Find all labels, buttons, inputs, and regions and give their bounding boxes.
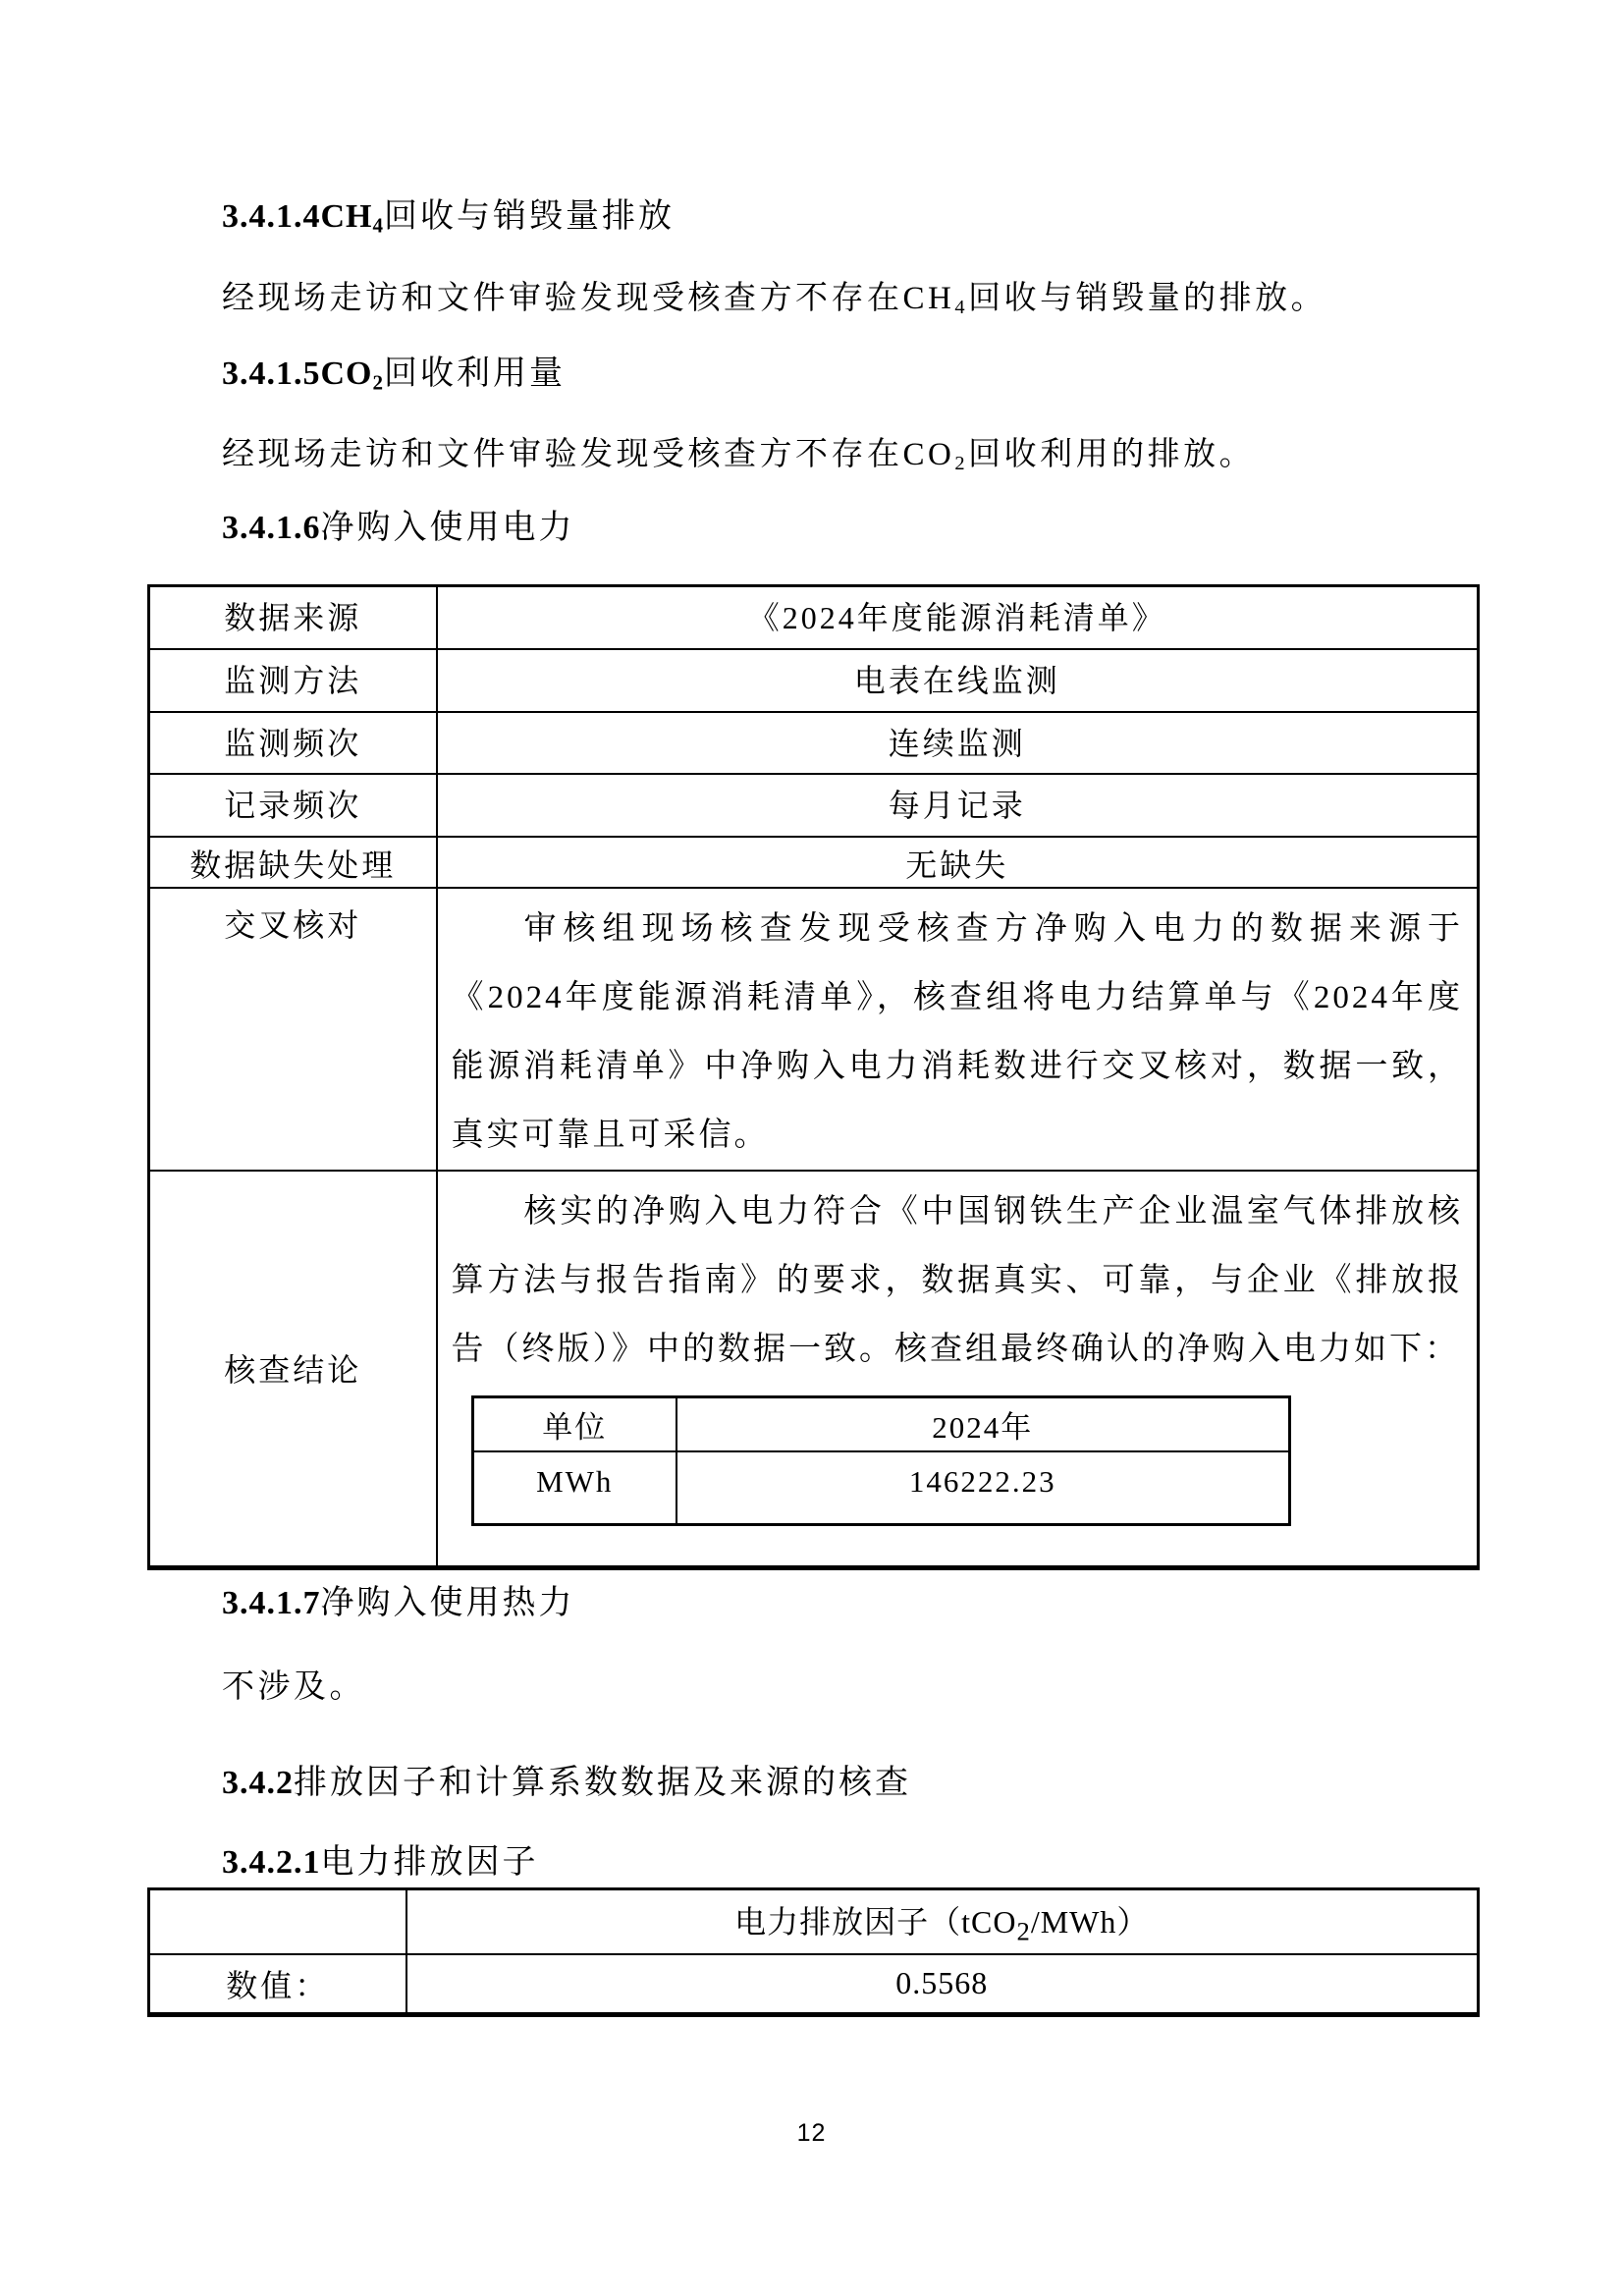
heading-text: 回收利用量 [384, 355, 567, 392]
page-number: 12 [796, 2119, 827, 2147]
confirmed-electricity-table [471, 1395, 1291, 1526]
heading-number: 3.4.1.6 [222, 510, 321, 546]
header-text: /MWh） [1030, 1903, 1150, 1940]
heading-number: 3.4.1.4CH [222, 198, 373, 235]
unit-cell: MWh [472, 1451, 676, 1524]
table-header-row [149, 1889, 1479, 1954]
heading-text: 净购入使用电力 [320, 510, 575, 546]
row-label: 数值： [149, 1954, 406, 2015]
paragraph-co2 [222, 434, 1255, 476]
heading-text: 回收与销毁量排放 [384, 198, 676, 235]
heading-3-4-1-5 [222, 354, 566, 396]
conclusion-row [149, 1171, 1479, 1568]
table-row [149, 649, 1479, 712]
row-value: 电表在线监测 [437, 649, 1479, 712]
row-label: 数据缺失处理 [149, 837, 437, 888]
cross-check-text: 审核组现场核查发现受核查方净购入电力的数据来源于《2024年度能源消耗清单》，核查组将电力结算单与《2024年度能源消耗清单》中净购入电力消耗数进行交叉核对，数据一致，真实可靠且可采信。 [451, 910, 1463, 1153]
row-label: 监测频次 [149, 712, 437, 774]
value-cell: 146222.23 [676, 1451, 1289, 1524]
heading-number: 3.4.1.5CO [222, 355, 373, 392]
subscript: 2 [372, 370, 385, 395]
row-label: 交叉核对 [149, 888, 437, 1171]
table-row [472, 1396, 1289, 1451]
heading-3-4-1-7 [222, 1583, 575, 1625]
row-value: 每月记录 [437, 774, 1479, 837]
heading-number: 3.4.1.7 [222, 1585, 321, 1621]
heading-text: 排放因子和计算系数数据及来源的核查 [294, 1765, 911, 1801]
paragraph-text: 回收与销毁量的排放。 [968, 281, 1327, 316]
paragraph-text: 回收利用的排放。 [968, 437, 1256, 472]
emission-factor-table [147, 1887, 1480, 2017]
subscript: 2 [954, 453, 969, 475]
row-label: 记录频次 [149, 774, 437, 837]
heading-number: 3.4.2.1 [222, 1844, 321, 1881]
table-row [472, 1451, 1289, 1524]
table-row [149, 837, 1479, 888]
year-header-cell: 2024年 [676, 1396, 1289, 1451]
table-row [149, 712, 1479, 774]
electricity-data-table [147, 584, 1480, 1570]
table-row [149, 586, 1479, 649]
subscript: 4 [372, 213, 385, 238]
row-value: 无缺失 [437, 837, 1479, 888]
table-row [149, 1954, 1479, 2015]
row-value: 连续监测 [437, 712, 1479, 774]
row-label: 监测方法 [149, 649, 437, 712]
heading-3-4-1-6 [222, 508, 575, 550]
paragraph-text: 经现场走访和文件审验发现受核查方不存在CH [222, 281, 955, 316]
cross-check-row [149, 888, 1479, 1171]
heading-3-4-2-1 [222, 1842, 539, 1885]
paragraph-not-involved: 不涉及。 [222, 1669, 365, 1705]
subscript: 4 [954, 297, 969, 319]
conclusion-cell [437, 1171, 1479, 1568]
unit-header-cell: 单位 [472, 1396, 676, 1451]
heading-number: 3.4.2 [222, 1765, 294, 1801]
paragraph-text: 经现场走访和文件审验发现受核查方不存在CO [222, 437, 955, 472]
factor-value-cell: 0.5568 [406, 1954, 1479, 2015]
heading-text: 电力排放因子 [320, 1844, 539, 1881]
conclusion-text: 核实的净购入电力符合《中国钢铁生产企业温室气体排放核算方法与报告指南》的要求，数据真实、可靠，与企业《排放报告（终版）》中的数据一致。核查组最终确认的净购入电力如下： [451, 1193, 1463, 1367]
empty-cell [149, 1889, 406, 1954]
heading-3-4-1-4 [222, 196, 675, 239]
header-text: 电力排放因子（tCO [734, 1903, 1017, 1940]
row-label: 核查结论 [149, 1171, 437, 1568]
paragraph-ch4 [222, 278, 1326, 320]
heading-3-4-2 [222, 1763, 911, 1805]
row-value: 《2024年度能源消耗清单》 [437, 586, 1479, 649]
factor-header-cell [406, 1889, 1479, 1954]
row-label: 数据来源 [149, 586, 437, 649]
subscript: 2 [1016, 1915, 1031, 1945]
cross-check-cell [437, 888, 1479, 1171]
table-row [149, 774, 1479, 837]
heading-text: 净购入使用热力 [320, 1585, 575, 1621]
